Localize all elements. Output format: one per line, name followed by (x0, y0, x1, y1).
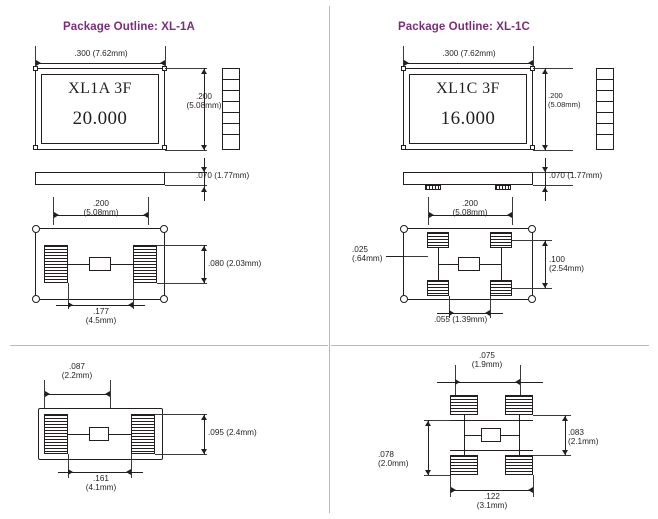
arrow-up-fl-c (425, 421, 431, 426)
ext-line-right-top-c (533, 46, 534, 68)
corner-round-br-a (160, 295, 168, 303)
pad-left-a (44, 245, 68, 283)
panel-title-xl-1c: Package Outline: XL-1C (398, 21, 530, 33)
end-view-a (222, 68, 240, 150)
arrow-up-thk-a (201, 187, 207, 192)
dim-pad-gap-a: .177 (4.5mm) (85, 307, 117, 326)
footprint-blank-symbol-c (481, 428, 501, 442)
arrow-up-fh-c (562, 416, 568, 421)
crystal-blank-symbol-a (89, 257, 111, 271)
dim-line-fg-c (450, 490, 533, 491)
marking-line-2-a: 20.000 (72, 108, 128, 129)
pad-right-trace-c (501, 248, 502, 280)
corner-notch-tl-c (401, 66, 406, 71)
marking-line-2-c: 16.000 (440, 108, 496, 129)
dim-foot-gap-a: .161 (4.1mm) (85, 474, 117, 493)
package-side-view-c (403, 172, 533, 185)
dim-pad-small-c: .025 (.64mm) (352, 245, 383, 264)
dim-line-width-c (403, 63, 533, 64)
end-view-c (596, 68, 614, 150)
arrow-down-pitch-a (201, 278, 207, 283)
arrow-left-fw-c (515, 379, 520, 385)
arrow-right-fw-a (45, 391, 50, 397)
arrow-down-thk-c (542, 167, 548, 172)
ext-line-padsmall-c (400, 256, 428, 257)
ext-line-fl-bot-c (424, 475, 450, 476)
corner-round-tl-c (400, 225, 408, 233)
dim-line-height-c (545, 68, 546, 150)
dim-pad-pitch-c: .100 (2.54mm) (549, 255, 585, 274)
footprint-pad-right-lower-c (505, 455, 533, 475)
corner-round-tr-a (160, 225, 168, 233)
pad-right-lower-c (490, 280, 512, 296)
arrow-up-height-c (542, 69, 548, 74)
arrow-down-fh-a (201, 449, 207, 454)
crystal-blank-symbol-c (458, 257, 480, 271)
ext-line-right-top-a (165, 46, 166, 68)
package-side-view-a (35, 172, 165, 185)
dim-thickness-c: .070 (1.77mm) (549, 171, 603, 180)
corner-notch-tl-a (33, 66, 38, 71)
dim-line-fh-a (204, 414, 205, 454)
dim-top-width-c: .300 (7.62mm) (442, 49, 496, 58)
ext-line-fh-bot-a (155, 454, 207, 455)
dim-foot-height-c: .083 (2.1mm) (568, 428, 599, 447)
blank-lead-left-a (68, 264, 89, 265)
ext-line-padspan-r-a (148, 197, 149, 225)
side-foot-right-c (495, 185, 511, 190)
pad-left-lower-c (427, 280, 449, 296)
footprint-pad-left-lower-c (450, 455, 478, 475)
dim-top-width-a: .300 (7.62mm) (74, 49, 128, 58)
blank-lead-right-c (480, 264, 501, 265)
ext-line-thk-bot-c (533, 185, 573, 186)
vertical-divider (329, 6, 330, 513)
dim-line-gap-c (437, 313, 503, 314)
arrow-up-fh-a (201, 415, 207, 420)
arrow-up-height-a (201, 69, 207, 74)
footprint-pad-left-a (44, 414, 68, 454)
footprint-lead-left-a (68, 434, 89, 435)
blank-lead-right-a (111, 264, 133, 265)
dim-pad-span-a: .200 (5.08mm) (83, 199, 119, 218)
dim-line-fh-c (565, 415, 566, 455)
dim-top-height-c: .200 (5.08mm) (548, 91, 581, 109)
dim-line-width-a (35, 63, 165, 64)
horizontal-divider-right (331, 345, 649, 346)
pad-right-a (133, 245, 157, 283)
ext-line-fh-top-a (155, 414, 207, 415)
arrow-down-height-c (542, 145, 548, 150)
ext-line-fw-r-a (110, 380, 111, 408)
side-foot-left-c (425, 185, 441, 190)
marking-line-1-a: XL1A 3F (68, 80, 132, 97)
corner-round-bl-a (32, 295, 40, 303)
ext-line-thk-bot-a (165, 185, 207, 186)
leader-padsmall-c (386, 256, 404, 257)
dim-line-thickness-c (545, 158, 546, 201)
footprint-pad-right-upper-c (505, 395, 533, 415)
corner-round-bl-c (400, 295, 408, 303)
panel-title-xl-1a: Package Outline: XL-1A (63, 21, 195, 33)
arrow-left-fw-a (105, 391, 110, 397)
dim-top-height-a: .200 (5.08mm) (186, 92, 222, 111)
dim-thickness-a: .070 (1.77mm) (196, 171, 250, 180)
arrow-up-pitch-a (201, 246, 207, 251)
dim-foot-left-c: .078 (2.0mm) (378, 450, 409, 469)
arrow-down-height-a (201, 145, 207, 150)
footprint-lead-right-a (109, 434, 131, 435)
corner-notch-bl-a (33, 145, 38, 150)
ext-line-pitch-bot-c (512, 288, 552, 289)
arrow-down-fh-c (562, 450, 568, 455)
dim-line-fw-c (437, 382, 543, 383)
dim-foot-height-a: .095 (2.4mm) (208, 428, 257, 437)
marking-line-1-c: XL1C 3F (436, 80, 500, 97)
arrow-up-pitch-c (542, 241, 548, 246)
dim-foot-width-c: .075 (1.9mm) (471, 351, 503, 370)
dim-pad-span-c: .200 (5.08mm) (452, 199, 488, 218)
dim-pad-pitch-a: .080 (2.03mm) (208, 259, 262, 268)
footprint-pad-right-a (131, 414, 155, 454)
dim-pad-gap-c: .055 (1.39mm) (434, 315, 488, 324)
corner-notch-bl-c (401, 145, 406, 150)
corner-round-tl-a (32, 225, 40, 233)
arrow-down-fl-c (425, 470, 431, 475)
blank-lead-left-c (438, 264, 458, 265)
dim-line-fl-c (428, 420, 429, 475)
ext-line-height-bot-c (533, 150, 573, 151)
footprint-trace-right-c (519, 415, 520, 455)
footprint-rail-top-c (450, 420, 533, 421)
footprint-blank-symbol-a (89, 427, 109, 441)
pad-left-upper-c (427, 232, 449, 248)
ext-line-pitch-top-a (157, 245, 207, 246)
corner-round-br-c (528, 295, 536, 303)
footprint-lead-left-c (464, 435, 481, 436)
horizontal-divider-left (10, 345, 328, 346)
arrow-up-thk-c (542, 187, 548, 192)
dim-foot-width-a: .087 (2.2mm) (61, 362, 93, 381)
arrow-right-fw-c (455, 379, 460, 385)
corner-round-tr-c (528, 225, 536, 233)
dim-line-fw-a (44, 394, 110, 395)
arrow-down-pitch-c (542, 283, 548, 288)
footprint-rail-bottom-c (450, 450, 533, 451)
footprint-pad-left-upper-c (450, 395, 478, 415)
ext-line-height-top-c (533, 68, 573, 69)
ext-line-height-bot-a (165, 150, 207, 151)
ext-line-pitch-bot-a (157, 283, 207, 284)
dim-line-pitch-c (545, 240, 546, 288)
pad-right-upper-c (490, 232, 512, 248)
ext-line-padspan-l-a (53, 197, 54, 225)
ext-line-fh-bot-c (533, 455, 571, 456)
dim-foot-gap-c: .122 (3.1mm) (476, 492, 508, 511)
footprint-lead-right-c (501, 435, 519, 436)
